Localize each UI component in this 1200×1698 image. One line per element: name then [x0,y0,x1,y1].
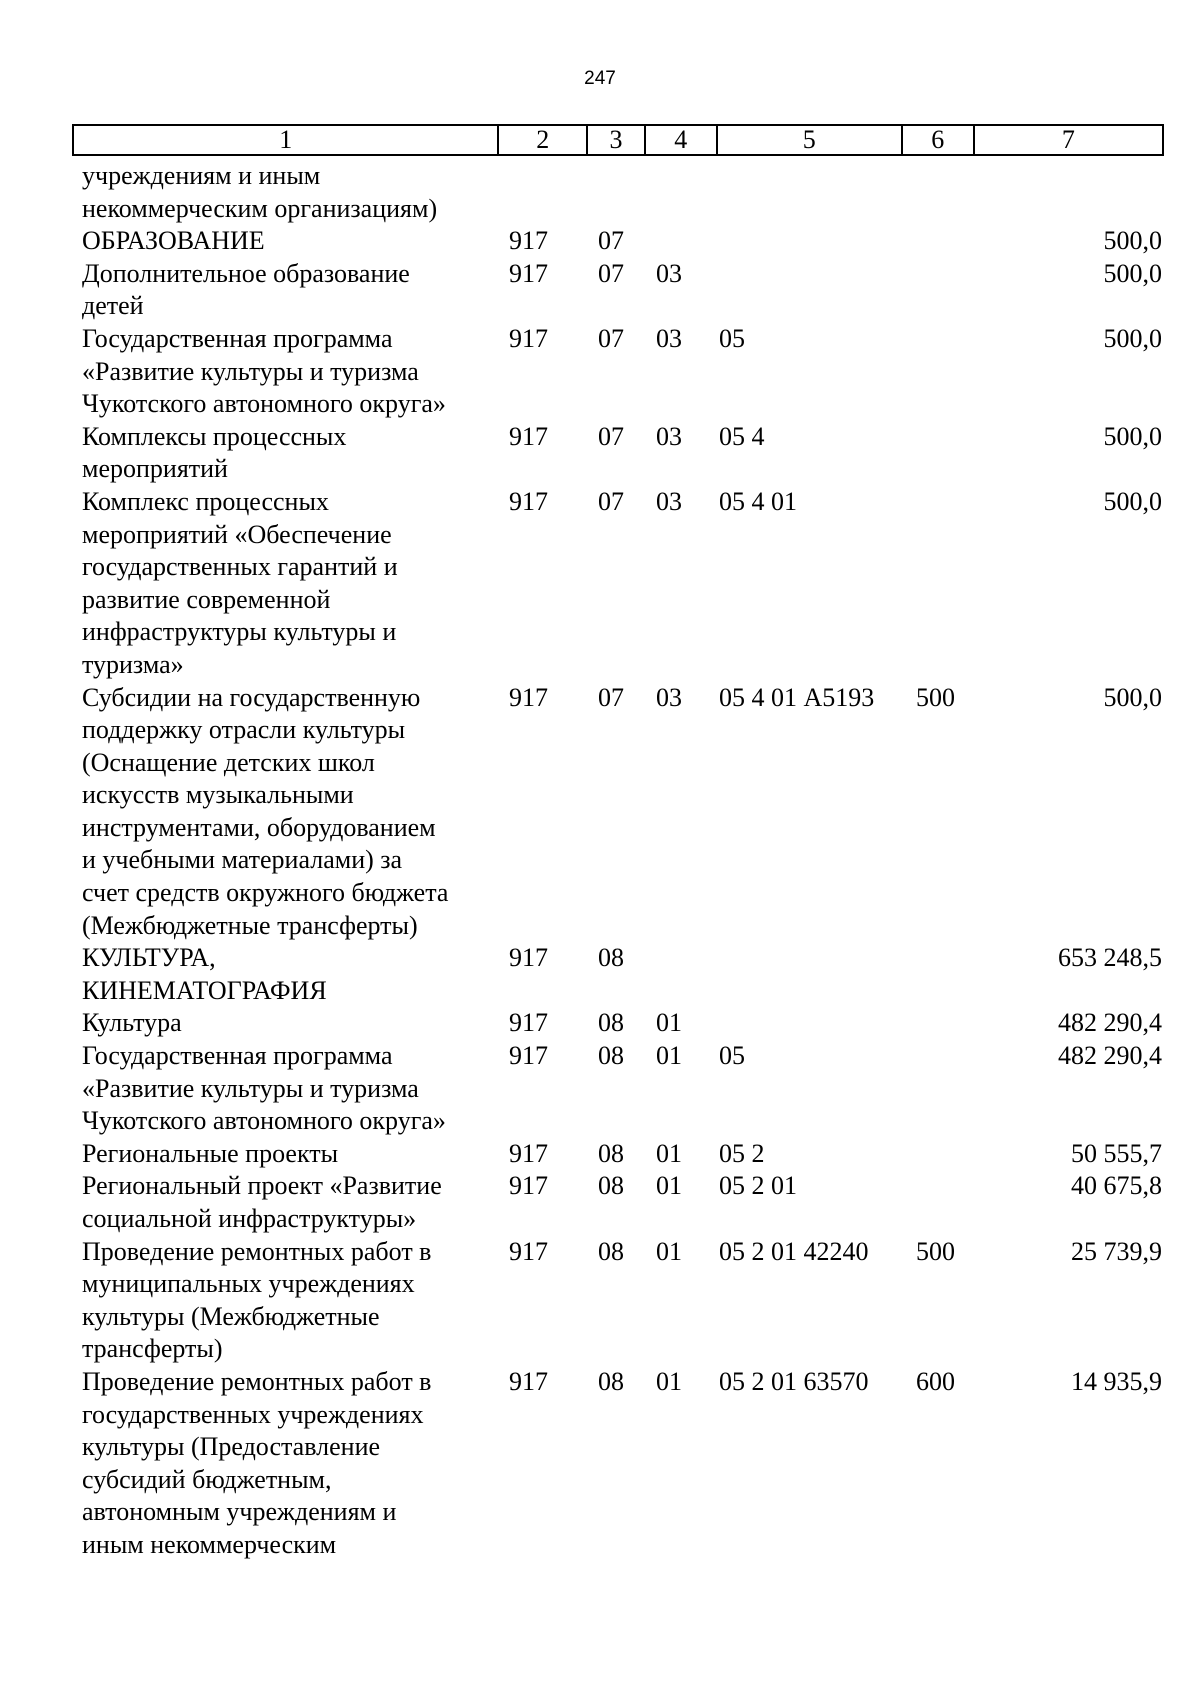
table-row [82,323,1162,421]
cell-chapter-code: 917 [509,1366,548,1396]
header-cell-1: 1 [74,126,499,154]
cell-target-article: 05 2 01 63570 [719,1366,869,1396]
cell-target-article: 05 2 01 42240 [719,1236,869,1266]
cell-name: КУЛЬТУРА, КИНЕМАТОГРАФИЯ [82,943,327,1005]
cell-amount: 14 935,9 [1071,1366,1162,1396]
header-cell-2: 2 [499,126,588,154]
cell-name: Проведение ремонтных работ в государственных учреждениях культуры (Предоставление субсидий бюджетным, автономным учреждениям и иным некоммерческим [82,1366,432,1559]
table-header [72,124,1164,156]
cell-amount: 482 290,4 [1058,1008,1162,1038]
cell-subsection: 01 [656,1138,682,1168]
cell-target-article: 05 [719,323,745,353]
cell-amount: 500,0 [1103,682,1162,712]
cell-name: учреждениям и иным некоммерческим организациям) [82,161,438,223]
cell-chapter-code: 917 [509,226,548,256]
cell-amount: 50 555,7 [1071,1138,1162,1168]
cell-section: 08 [598,943,624,973]
cell-chapter-code: 917 [509,486,548,516]
cell-section: 07 [598,258,624,288]
table-row [82,486,1162,682]
cell-subsection: 03 [656,258,682,288]
table-row [82,160,1162,225]
cell-name: Региональный проект «Развитие социальной инфраструктуры» [82,1171,442,1233]
cell-amount: 482 290,4 [1058,1041,1162,1071]
cell-subsection: 01 [656,1236,682,1266]
cell-section: 08 [598,1008,624,1038]
cell-chapter-code: 917 [509,682,548,712]
cell-chapter-code: 917 [509,323,548,353]
cell-chapter-code: 917 [509,1041,548,1071]
page-number: 247 [584,68,616,89]
cell-subsection: 03 [656,421,682,451]
cell-section: 08 [598,1138,624,1168]
cell-section: 08 [598,1236,624,1266]
cell-section: 08 [598,1366,624,1396]
cell-subsection: 03 [656,323,682,353]
table-row [82,1007,1162,1040]
cell-subsection: 01 [656,1171,682,1201]
header-cell-4: 4 [646,126,718,154]
header-cell-7: 7 [1061,125,1075,154]
cell-amount: 500,0 [1103,486,1162,516]
table-row [82,682,1162,943]
cell-target-article: 05 4 [719,421,765,451]
cell-subsection: 01 [656,1008,682,1038]
cell-subsection: 01 [656,1366,682,1396]
cell-amount: 500,0 [1103,226,1162,256]
cell-amount: 500,0 [1103,323,1162,353]
cell-expense-type: 500 [916,682,955,712]
cell-subsection: 03 [656,486,682,516]
cell-name: Дополнительное образование детей [82,258,410,321]
cell-target-article: 05 4 01 [719,486,797,516]
cell-name: Субсидии на государственную поддержку отрасли культуры (Оснащение детских школ искусств музыкальными инструментами, оборудованием и учебными материалами) за счет средств окружного бюджета (Межбюджетные трансферты) [82,682,449,940]
cell-amount: 500,0 [1103,421,1162,451]
cell-subsection: 01 [656,1041,682,1071]
cell-name: Государственная программа «Развитие культуры и туризма Чукотского автономного округа» [82,323,446,419]
cell-name: Комплексы процессных мероприятий [82,421,347,484]
table-row [82,225,1162,258]
table-row [82,1170,1162,1235]
table-row [82,258,1162,323]
table-body [82,160,1162,1562]
cell-chapter-code: 917 [509,943,548,973]
cell-name: Комплекс процессных мероприятий «Обеспечение государственных гарантий и развитие современной инфраструктуры культуры и туризма» [82,486,398,679]
table-row [82,421,1162,486]
cell-expense-type: 600 [916,1366,955,1396]
table-row [82,1138,1162,1171]
cell-section: 07 [598,226,624,256]
table-row [82,942,1162,1007]
cell-target-article: 05 [719,1041,745,1071]
cell-name: Культура [82,1008,182,1038]
table-row [82,1366,1162,1562]
cell-section: 07 [598,323,624,353]
header-cell-6: 6 [903,126,975,154]
cell-amount: 653 248,5 [1058,943,1162,973]
cell-section: 08 [598,1041,624,1071]
cell-section: 08 [598,1171,624,1201]
cell-amount: 500,0 [1103,258,1162,288]
cell-amount: 25 739,9 [1071,1236,1162,1266]
header-cell-3: 3 [588,126,646,154]
cell-chapter-code: 917 [509,258,548,288]
cell-section: 07 [598,486,624,516]
cell-subsection: 03 [656,682,682,712]
table-row [82,1236,1162,1366]
cell-name: Проведение ремонтных работ в муниципальных учреждениях культуры (Межбюджетные трансферты) [82,1236,432,1364]
cell-name: Региональные проекты [82,1138,339,1168]
cell-section: 07 [598,421,624,451]
cell-amount: 40 675,8 [1071,1171,1162,1201]
cell-chapter-code: 917 [509,1171,548,1201]
header-cell-5: 5 [718,126,903,154]
cell-section: 07 [598,682,624,712]
cell-name: Государственная программа «Развитие культуры и туризма Чукотского автономного округа» [82,1041,446,1136]
cell-expense-type: 500 [916,1236,955,1266]
cell-target-article: 05 2 [719,1138,765,1168]
cell-chapter-code: 917 [509,1008,548,1038]
cell-name: ОБРАЗОВАНИЕ [82,226,265,256]
cell-target-article: 05 4 01 А5193 [719,682,875,712]
cell-chapter-code: 917 [509,421,548,451]
table-row [82,1040,1162,1138]
cell-target-article: 05 2 01 [719,1171,797,1201]
cell-chapter-code: 917 [509,1236,548,1266]
cell-chapter-code: 917 [509,1138,548,1168]
